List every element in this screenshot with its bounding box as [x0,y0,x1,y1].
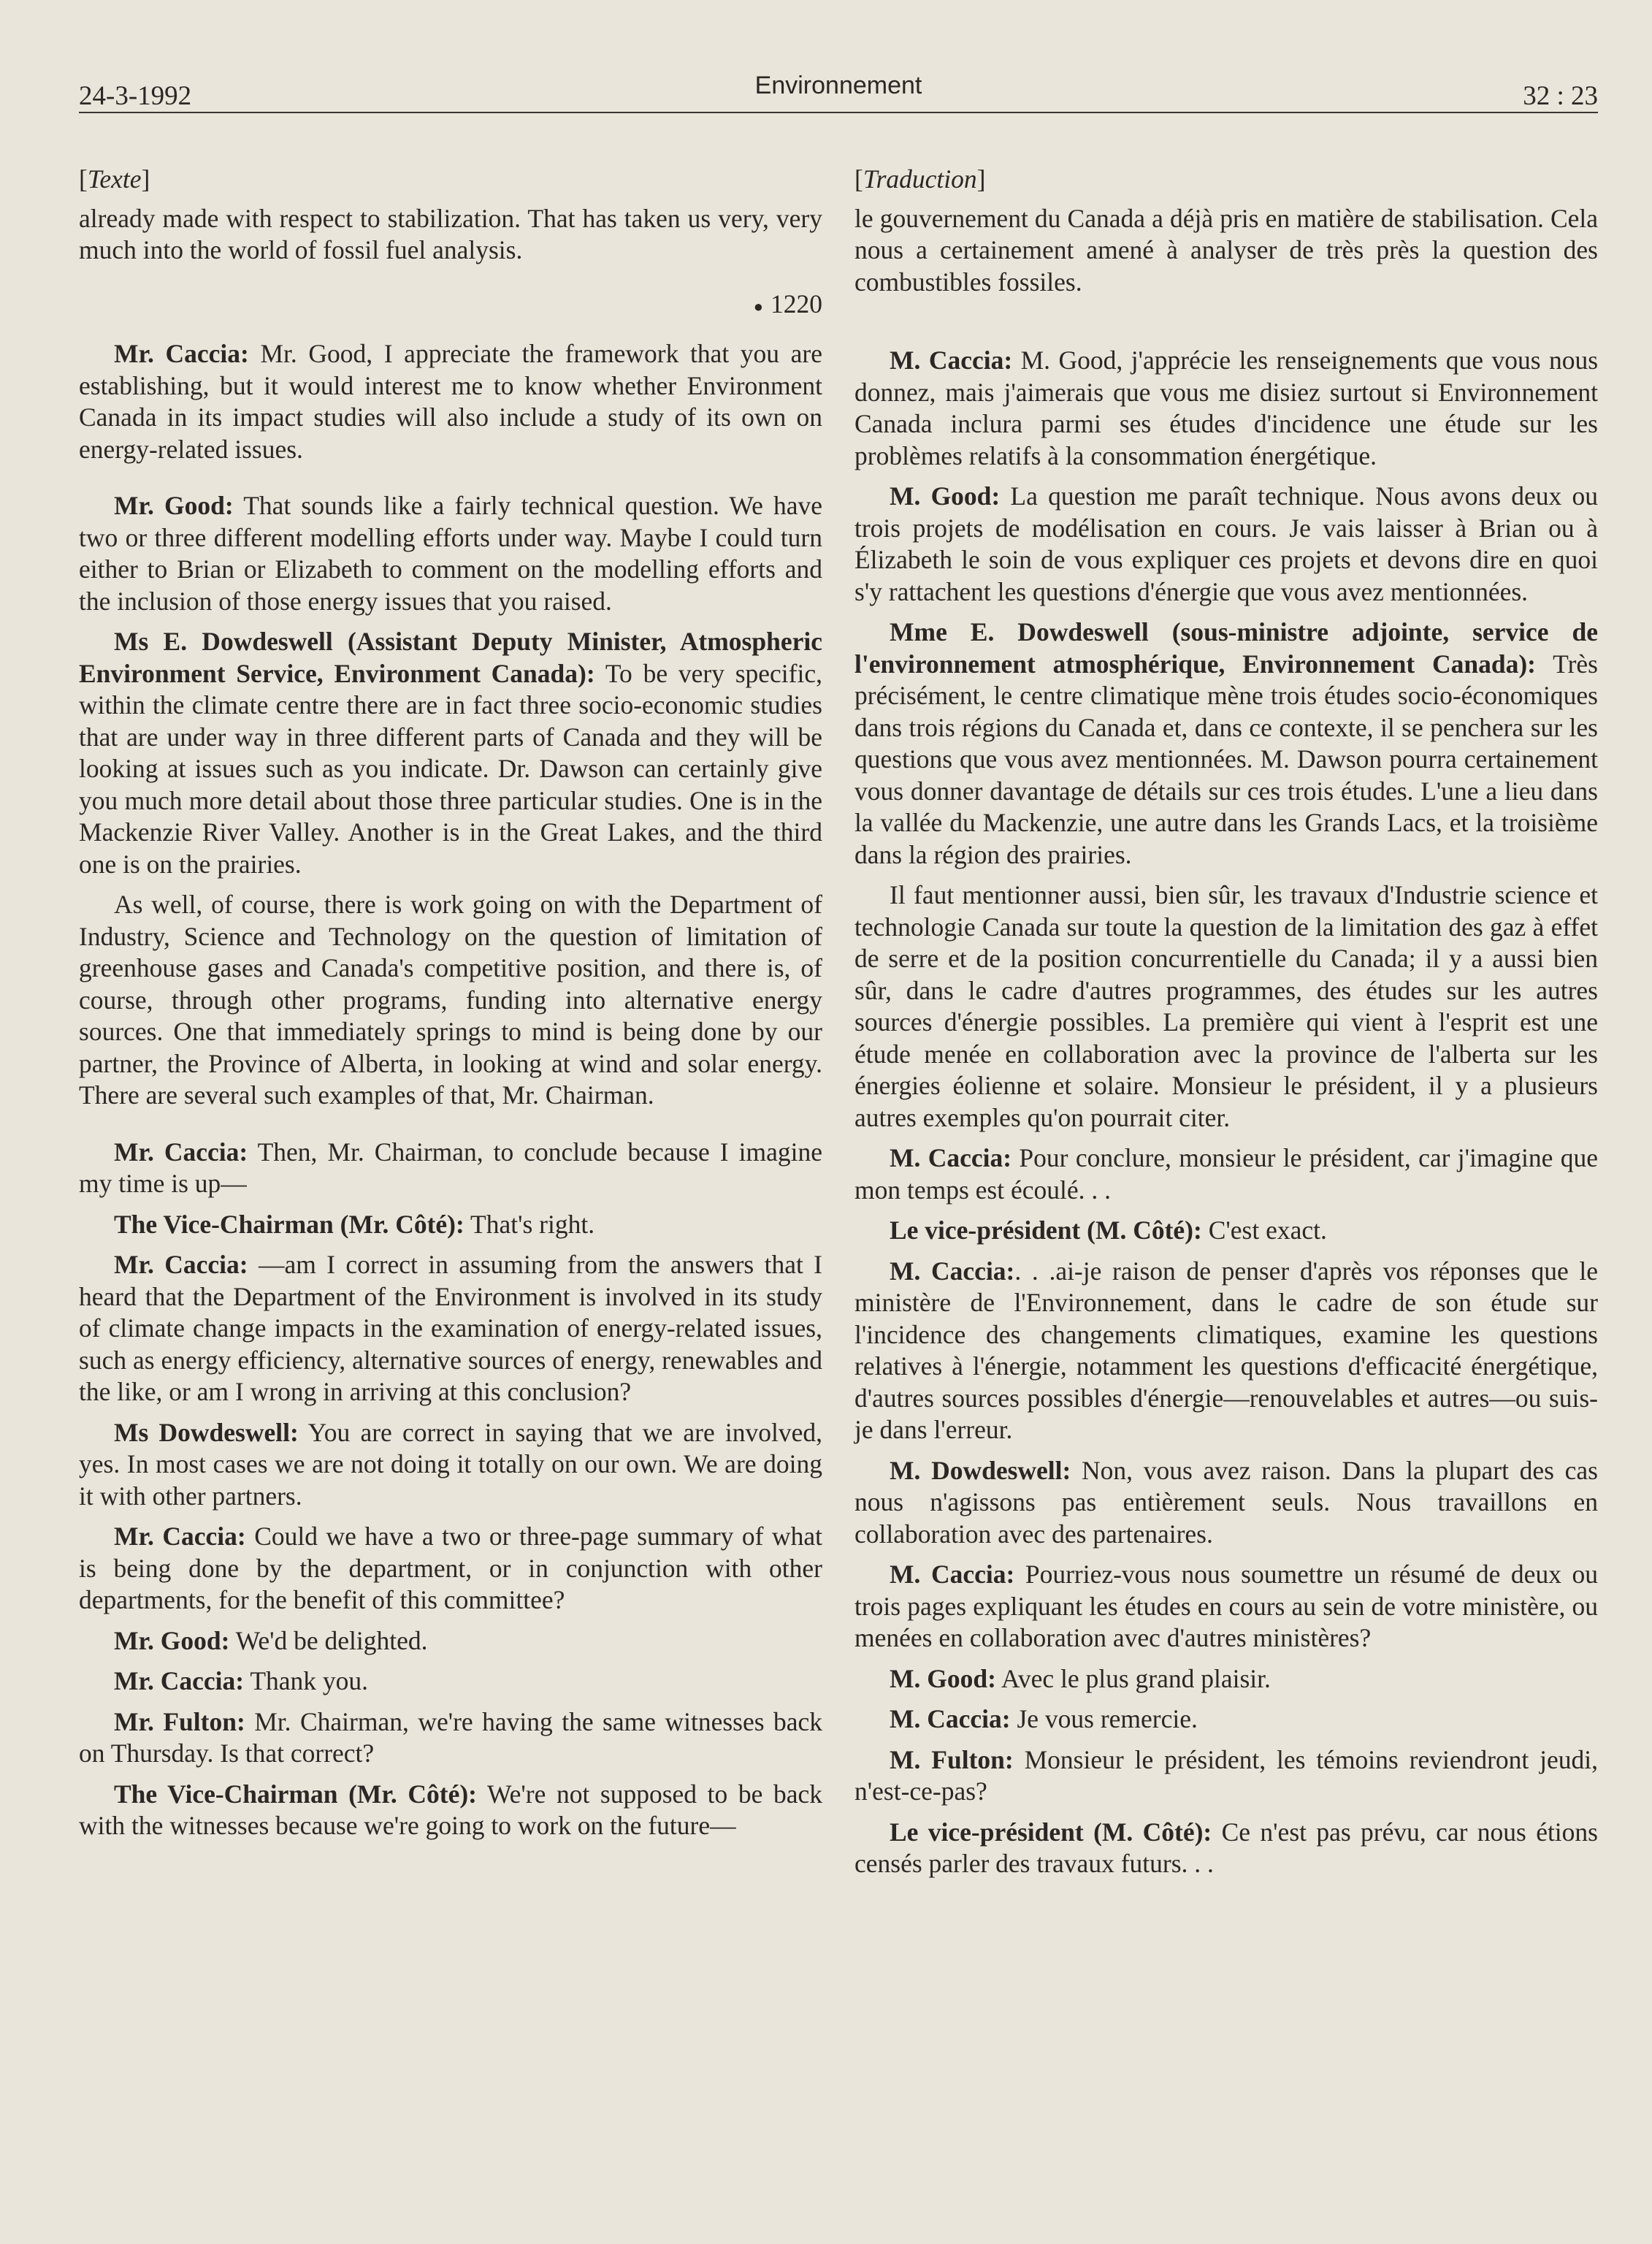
speech: Thank you. [244,1666,369,1696]
timestamp: ● 1220 [753,289,822,318]
paragraph [79,1137,822,1200]
speech: Il faut mentionner aussi, bien sûr, les travaux d'Industrie science et technologie Canada sur toute la question de la limitation des gaz à effet de serre et de la position concurrentielle du Canada; il y a aussi bien sûr, dans le cadre d'autres programmes, des études sur les autres sources d'énergie possibles. La première qui vient à l'esprit est une étude menée en collaboration avec la province de l'alberta sur les énergies éolienne et solaire. Monsieur le président, il y a plusieurs autres exemples qu'on pourrait citer. [854,880,1598,1132]
paragraph [854,481,1598,608]
header-page-number: 32 : 23 [1523,81,1598,111]
speaker: Mr. Caccia: [114,1137,248,1167]
speaker: Ms E. Dowdeswell (Assistant Deputy Minister, Atmospheric Environment Service, Environment Canada): [79,627,822,688]
paragraph [854,1215,1598,1247]
speaker: M. Good: [890,1663,996,1693]
speech: C'est exact. [1201,1216,1327,1245]
paragraph [79,1249,822,1408]
speaker: M. Dowdeswell: [890,1455,1071,1485]
speaker: M. Caccia: [890,1256,1015,1286]
paragraph [79,1665,822,1698]
header-title: Environnement [754,72,922,99]
paragraph [79,1779,822,1842]
speech: Pourriez-vous nous soumettre un résumé de deux ou trois pages expliquant les études en cours au sein de votre ministère, ou menées en collaboration avec d'autres ministères? [854,1560,1598,1652]
paragraph [79,1417,822,1513]
speaker: Mr. Caccia: [114,339,249,369]
paragraph [854,1703,1598,1736]
paragraph [854,879,1598,1134]
header-rule [79,112,1598,113]
paragraph [854,345,1598,472]
paragraph [79,490,822,617]
section-label-traduction: [Traduction] [854,164,986,194]
speech: La question me paraît technique. Nous avons deux ou trois projets de modélisation en cours. Je vais laisser à Brian ou à Élizabeth le soin de vous expliquer ces projets et devons dire en quoi s'y rattachent les questions d'énergie que vous avez mentionnées. [854,481,1598,606]
speaker: The Vice-Chairman (Mr. Côté): [114,1779,477,1809]
speaker: Mr. Good: [114,491,234,521]
french-column [854,164,1598,1889]
speech: Mr. Good, I appreciate the framework that you are establishing, but it would interest me to know whether Environment Canada in its impact studies will also include a study of its own on energy-related issues. [79,339,823,464]
paragraph [854,1455,1598,1551]
bullet-icon: ● [753,297,763,316]
english-column [79,164,822,1851]
speech: Très précisément, le centre climatique mène trois études socio-économiques dans trois régions du Canada et, dans ce contexte, il se penchera sur les questions que vous avez mentionnées. M. Dawson pourra certainement vous donner davantage de détails sur ces trois études. L'une a lieu dans la vallée du Mackenzie, une autre dans les Grands Lacs, et la troisième dans la région des prairies. [854,649,1598,869]
speaker: M. Caccia: [890,346,1013,375]
speech: Mr. Chairman, we're having the same witnesses back on Thursday. Is that correct? [79,1706,822,1768]
speech: Avec le plus grand plaisir. [995,1663,1271,1693]
speech: That sounds like a fairly technical question. We have two or three different modelling efforts under way. Maybe I could turn either to Brian or Elizabeth to comment on the modelling efforts and the inclusion of those energy issues that you raised. [79,491,822,616]
paragraph [854,1663,1598,1695]
speaker: M. Fulton: [890,1744,1014,1774]
speaker: M. Caccia: [890,1704,1011,1733]
speaker: Mr. Good: [114,1625,230,1655]
speech: . . .ai-je raison de penser d'après vos réponses que le ministère de l'Environnement, dans le cadre de son étude sur l'incidence des changements climatiques, examine les questions relatives à l'énergie, notamment les questions d'efficacité énergétique, d'autres sources possibles d'énergie—renouvelables et autres—ou suis-je dans l'erreur. [854,1256,1598,1444]
paragraph [854,1744,1598,1808]
paragraph [79,626,822,880]
paragraph [79,889,822,1112]
speaker: Mr. Caccia: [114,1250,248,1280]
speaker: M. Caccia: [890,1143,1012,1172]
speech: That's right. [464,1209,595,1239]
speaker: Le vice-président (M. Côté): [890,1817,1212,1847]
speech: As well, of course, there is work going on with the Department of Industry, Science and Technology on the question of limitation of greenhouse gases and Canada's competitive position, and there is, of course, through other programs, funding into alternative energy sources. One that immediately springs to mind is being done by our partner, the Province of Alberta, in looking at wind and solar energy. There are several such examples of that, Mr. Chairman. [79,890,822,1110]
header-date: 24-3-1992 [79,81,192,111]
speaker: Mr. Fulton: [114,1706,245,1736]
speech: Could we have a two or three-page summary of what is being done by the department, or in conjunction with other departments, for the benefit of this committee? [79,1522,822,1615]
paragraph [854,1142,1598,1206]
speech: M. Good, j'apprécie les renseignements que vous nous donnez, mais j'aimerais que vous me disiez surtout si Environnement Canada inclura parmi ses études d'incidence une étude sur les problèmes relatifs à la consommation énergétique. [854,346,1599,470]
speaker: M. Caccia: [890,1560,1015,1589]
paragraph [79,1706,822,1770]
speaker: M. Good: [890,481,1001,511]
speaker: The Vice-Chairman (Mr. Côté): [114,1209,464,1239]
speaker: Mme E. Dowdeswell (sous-ministre adjointe, service de l'environnement atmosphérique, Environnement Canada): [854,617,1598,679]
speech: We're not supposed to be back with the witnesses because we're going to work on the future— [79,1779,823,1841]
speaker: Mr. Caccia: [114,1522,246,1552]
speaker: Le vice-président (M. Côté): [890,1216,1202,1245]
speech: —am I correct in assuming from the answers that I heard that the Department of the Environment is involved in its study of climate change impacts in the examination of energy-related issues, such as energy efficiency, alternative sources of energy, renewables and the like, or am I wrong in arriving at this conclusion? [79,1250,822,1407]
page-header [79,70,1598,112]
paragraph [854,1559,1598,1655]
speech: To be very specific, within the climate centre there are in fact three socio-economic studies that are under way in three different parts of Canada and they will be looking at issues such as you indicate. Dr. Dawson can certainly give you much more detail about those three particular studies. One is in the Mackenzie River Valley. Another is in the Great Lakes, and the third one is on the prairies. [79,658,822,879]
speech: We'd be delighted. [229,1625,428,1655]
section-label-texte: [Texte] [79,164,150,194]
paragraph [854,617,1598,871]
paragraph [854,1256,1598,1446]
speech: Then, Mr. Chairman, to conclude because I imagine my time is up— [79,1137,822,1199]
paragraph [79,1521,822,1617]
speech: Monsieur le président, les témoins reviendront jeudi, n'est-ce-pas? [854,1744,1599,1806]
speech: Ce n'est pas prévu, car nous étions censés parler des travaux futurs. . . [854,1817,1598,1878]
speaker: Ms Dowdeswell: [114,1417,299,1447]
paragraph [79,1625,822,1657]
paragraph [854,1817,1598,1880]
speech: You are correct in saying that we are involved, yes. In most cases we are not doing it totally on our own. We are doing it with other partners. [79,1417,822,1511]
speaker: Mr. Caccia: [114,1666,245,1696]
intro-paragraph: le gouvernement du Canada a déjà pris en matière de stabilisation. Cela nous a certainement amené à analyser de très près la question des combustibles fossiles. [854,203,1598,297]
paragraph [79,1209,822,1241]
speech: Pour conclure, monsieur le président, car j'imagine que mon temps est écoulé. . . [854,1143,1598,1205]
paragraph [79,338,822,465]
speech: Non, vous avez raison. Dans la plupart des cas nous n'agissons pas entièrement seuls. Nous travaillons en collaboration avec des partenaires. [854,1455,1598,1549]
intro-paragraph: already made with respect to stabilization. That has taken us very, very much into the world of fossil fuel analysis. [79,203,822,264]
speech: Je vous remercie. [1010,1704,1198,1733]
